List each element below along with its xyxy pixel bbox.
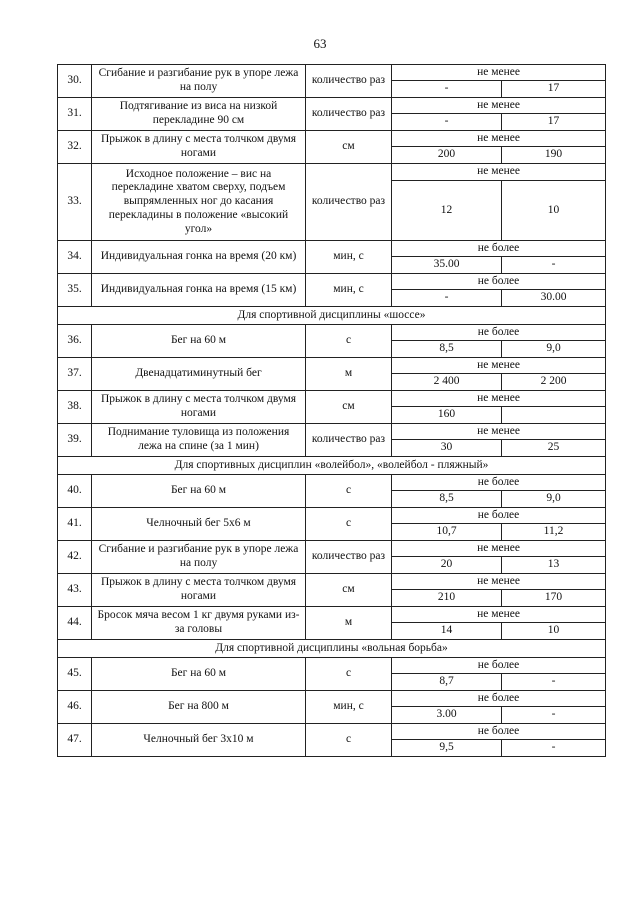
exercise-name: Бег на 60 м bbox=[92, 475, 306, 508]
condition-cell: не более bbox=[392, 274, 606, 290]
condition-cell: не более bbox=[392, 508, 606, 524]
value-male: 210 bbox=[392, 590, 502, 607]
item-number: 38. bbox=[58, 391, 92, 424]
exercise-name: Индивидуальная гонка на время (15 км) bbox=[92, 274, 306, 307]
table-row bbox=[58, 241, 606, 257]
table-row bbox=[58, 274, 606, 290]
unit-cell: количество раз bbox=[306, 98, 392, 131]
unit-cell: с bbox=[306, 658, 392, 691]
item-number: 36. bbox=[58, 325, 92, 358]
table-row bbox=[58, 325, 606, 341]
unit-cell: количество раз bbox=[306, 65, 392, 98]
item-number: 34. bbox=[58, 241, 92, 274]
value-male: 3.00 bbox=[392, 707, 502, 724]
condition-cell: не более bbox=[392, 475, 606, 491]
section-title: Для спортивной дисциплины «шоссе» bbox=[58, 307, 606, 325]
exercise-name: Бег на 800 м bbox=[92, 691, 306, 724]
unit-cell: с bbox=[306, 724, 392, 757]
value-female: 13 bbox=[502, 557, 606, 574]
value-male: 10,7 bbox=[392, 524, 502, 541]
value-male: 35.00 bbox=[392, 257, 502, 274]
item-number: 46. bbox=[58, 691, 92, 724]
exercise-name: Исходное положение – вис на перекладине хватом сверху, подъем выпрямленных ног до касания перекладины в положение «высокий угол» bbox=[92, 164, 306, 241]
value-male: - bbox=[392, 114, 502, 131]
value-male: 8,7 bbox=[392, 674, 502, 691]
item-number: 37. bbox=[58, 358, 92, 391]
item-number: 41. bbox=[58, 508, 92, 541]
table-row bbox=[58, 541, 606, 557]
condition-cell: не менее bbox=[392, 391, 606, 407]
section-title: Для спортивных дисциплин «волейбол», «волейбол - пляжный» bbox=[58, 457, 606, 475]
value-female: 10 bbox=[502, 181, 606, 241]
condition-cell: не менее bbox=[392, 607, 606, 623]
value-male: 8,5 bbox=[392, 491, 502, 508]
exercise-name: Бег на 60 м bbox=[92, 325, 306, 358]
item-number: 39. bbox=[58, 424, 92, 457]
condition-cell: не более bbox=[392, 691, 606, 707]
value-female: 30.00 bbox=[502, 290, 606, 307]
value-male: - bbox=[392, 81, 502, 98]
value-female: - bbox=[502, 707, 606, 724]
value-male: 2 400 bbox=[392, 374, 502, 391]
exercise-name: Индивидуальная гонка на время (20 км) bbox=[92, 241, 306, 274]
unit-cell: с bbox=[306, 325, 392, 358]
section-title: Для спортивной дисциплины «вольная борьба» bbox=[58, 640, 606, 658]
unit-cell: м bbox=[306, 607, 392, 640]
value-female: 10 bbox=[502, 623, 606, 640]
value-female: 9,0 bbox=[502, 341, 606, 358]
condition-cell: не более bbox=[392, 241, 606, 257]
value-female: 17 bbox=[502, 114, 606, 131]
value-female: 9,0 bbox=[502, 491, 606, 508]
condition-cell: не менее bbox=[392, 358, 606, 374]
value-female: - bbox=[502, 740, 606, 757]
exercise-name: Бросок мяча весом 1 кг двумя руками из-за головы bbox=[92, 607, 306, 640]
item-number: 31. bbox=[58, 98, 92, 131]
value-male: 14 bbox=[392, 623, 502, 640]
value-female: 2 200 bbox=[502, 374, 606, 391]
condition-cell: не менее bbox=[392, 98, 606, 114]
table-row bbox=[58, 65, 606, 81]
value-male: 8,5 bbox=[392, 341, 502, 358]
section-row bbox=[58, 640, 606, 658]
exercise-name: Челночный бег 3х10 м bbox=[92, 724, 306, 757]
condition-cell: не менее bbox=[392, 424, 606, 440]
value-male: 200 bbox=[392, 147, 502, 164]
unit-cell: мин, с bbox=[306, 241, 392, 274]
value-female: 17 bbox=[502, 81, 606, 98]
table-row bbox=[58, 724, 606, 740]
condition-cell: не более bbox=[392, 724, 606, 740]
table-row bbox=[58, 358, 606, 374]
item-number: 43. bbox=[58, 574, 92, 607]
value-male: 9,5 bbox=[392, 740, 502, 757]
item-number: 30. bbox=[58, 65, 92, 98]
condition-cell: не менее bbox=[392, 574, 606, 590]
unit-cell: с bbox=[306, 508, 392, 541]
unit-cell: с bbox=[306, 475, 392, 508]
exercise-name: Прыжок в длину с места толчком двумя ногами bbox=[92, 131, 306, 164]
table-row bbox=[58, 164, 606, 181]
table-row bbox=[58, 658, 606, 674]
table-row bbox=[58, 475, 606, 491]
condition-cell: не менее bbox=[392, 131, 606, 147]
value-female: - bbox=[502, 674, 606, 691]
exercise-name: Сгибание и разгибание рук в упоре лежа на полу bbox=[92, 541, 306, 574]
table-row bbox=[58, 574, 606, 590]
table-row bbox=[58, 98, 606, 114]
standards-table bbox=[57, 64, 606, 757]
value-male: 12 bbox=[392, 181, 502, 241]
unit-cell: количество раз bbox=[306, 541, 392, 574]
item-number: 44. bbox=[58, 607, 92, 640]
item-number: 45. bbox=[58, 658, 92, 691]
value-male: 160 bbox=[392, 407, 502, 424]
exercise-name: Сгибание и разгибание рук в упоре лежа на полу bbox=[92, 65, 306, 98]
exercise-name: Челночный бег 5х6 м bbox=[92, 508, 306, 541]
exercise-name: Бег на 60 м bbox=[92, 658, 306, 691]
condition-cell: не менее bbox=[392, 541, 606, 557]
unit-cell: см bbox=[306, 391, 392, 424]
table-row bbox=[58, 607, 606, 623]
exercise-name: Прыжок в длину с места толчком двумя ногами bbox=[92, 391, 306, 424]
table-row bbox=[58, 691, 606, 707]
standards-table-body bbox=[58, 65, 606, 757]
value-female: 25 bbox=[502, 440, 606, 457]
item-number: 32. bbox=[58, 131, 92, 164]
item-number: 35. bbox=[58, 274, 92, 307]
table-row bbox=[58, 424, 606, 440]
item-number: 33. bbox=[58, 164, 92, 241]
item-number: 47. bbox=[58, 724, 92, 757]
value-male: 30 bbox=[392, 440, 502, 457]
table-row bbox=[58, 508, 606, 524]
value-female: 190 bbox=[502, 147, 606, 164]
value-female bbox=[502, 407, 606, 424]
value-male: - bbox=[392, 290, 502, 307]
exercise-name: Прыжок в длину с места толчком двумя ногами bbox=[92, 574, 306, 607]
unit-cell: см bbox=[306, 574, 392, 607]
condition-cell: не более bbox=[392, 325, 606, 341]
table-row bbox=[58, 391, 606, 407]
condition-cell: не менее bbox=[392, 164, 606, 181]
condition-cell: не менее bbox=[392, 65, 606, 81]
exercise-name: Двенадцатиминутный бег bbox=[92, 358, 306, 391]
unit-cell: мин, с bbox=[306, 274, 392, 307]
value-female: - bbox=[502, 257, 606, 274]
item-number: 42. bbox=[58, 541, 92, 574]
unit-cell: см bbox=[306, 131, 392, 164]
exercise-name: Подтягивание из виса на низкой перекладине 90 см bbox=[92, 98, 306, 131]
value-female: 11,2 bbox=[502, 524, 606, 541]
item-number: 40. bbox=[58, 475, 92, 508]
value-male: 20 bbox=[392, 557, 502, 574]
condition-cell: не более bbox=[392, 658, 606, 674]
unit-cell: количество раз bbox=[306, 424, 392, 457]
page-number: 63 bbox=[313, 36, 327, 51]
unit-cell: м bbox=[306, 358, 392, 391]
table-row bbox=[58, 131, 606, 147]
value-female: 170 bbox=[502, 590, 606, 607]
unit-cell: количество раз bbox=[306, 164, 392, 241]
exercise-name: Поднимание туловища из положения лежа на спине (за 1 мин) bbox=[92, 424, 306, 457]
section-row bbox=[58, 457, 606, 475]
section-row bbox=[58, 307, 606, 325]
unit-cell: мин, с bbox=[306, 691, 392, 724]
